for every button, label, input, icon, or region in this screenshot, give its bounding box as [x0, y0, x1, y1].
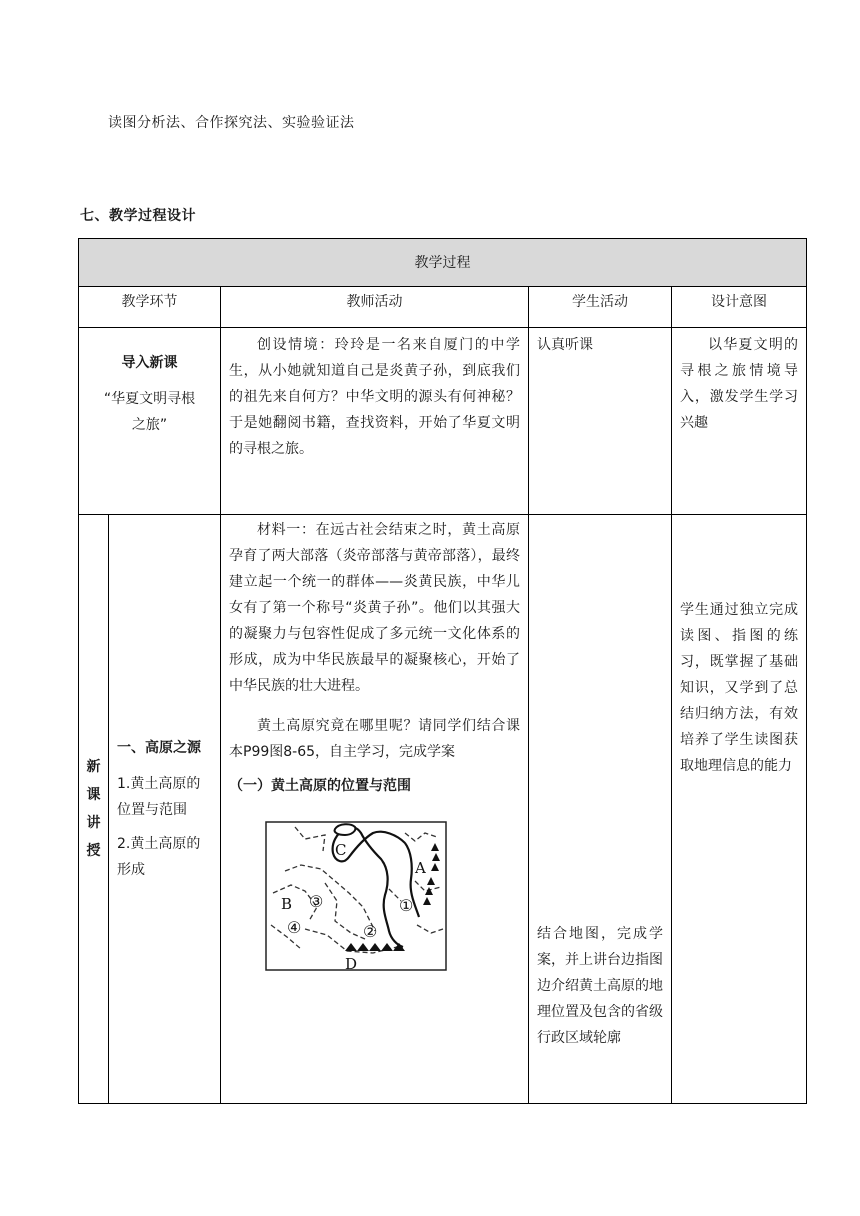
new-lesson-stage-cell: [109, 515, 221, 1104]
new-lesson-intent-cell: [672, 515, 807, 1104]
intro-stage-subtitle: “华夏文明寻根之旅”: [103, 391, 196, 433]
table-title: 教学过程: [79, 239, 807, 287]
teaching-methods-line: 读图分析法、合作探究法、实验验证法: [108, 115, 355, 131]
topic-1: 1.黄土高原的位置与范围: [117, 776, 201, 818]
intro-intent-cell: [672, 328, 807, 515]
header-stage: 教学环节: [79, 287, 221, 328]
teaching-process-table: [78, 238, 807, 1104]
map-label-a: A: [415, 859, 426, 877]
intro-teacher-text: 创设情境：玲玲是一名来自厦门的中学生，从小她就知道自己是炎黄子孙，到底我们的祖先来自何方？中华文明的源头有何神秘？于是她翻阅书籍，查找资料，开始了华夏文明的寻根之旅。: [229, 337, 520, 457]
intro-student-text: 认真听课: [537, 337, 593, 353]
new-lesson-vertical-label: 新 课 讲 授: [79, 515, 109, 1104]
intro-stage-title: 导入新课: [121, 355, 178, 371]
material-one-text: 材料一：在远古社会结束之时，黄土高原孕育了两大部落（炎帝部落与黄帝部落），最终建立起一个统一的群体——炎黄民族，中华儿女有了第一个称号“炎黄子孙”。他们以其强大的凝聚力与包容性促成了多元统一文化体系的形成，成为中华民族最早的凝聚核心，开始了中华民族的壮大进程。: [229, 522, 520, 694]
header-student: 学生活动: [529, 287, 672, 328]
map-label-1: ①: [399, 896, 414, 915]
intro-student-cell: [529, 328, 672, 515]
loess-plateau-map: [265, 821, 447, 971]
question-text: 黄土高原究竟在哪里呢？请同学们结合课本P99图8-65，自主学习，完成学案: [229, 718, 520, 760]
map-label-4: ④: [287, 918, 302, 937]
new-lesson-teacher-cell: [221, 515, 529, 1104]
map-label-b: B: [281, 895, 293, 913]
map-label-c: C: [335, 841, 347, 859]
intro-stage-cell: [79, 328, 221, 515]
section-heading: 七、教学过程设计: [80, 208, 196, 224]
new-lesson-student-text: 结合地图，完成学案，并上讲台边指图边介绍黄土高原的地理位置及包含的省级行政区域轮廓: [537, 926, 663, 1046]
intro-intent-text: 以华夏文明的寻根之旅情境导入，激发学生学习兴趣: [680, 337, 799, 431]
new-lesson-student-cell: [529, 515, 672, 1104]
new-lesson-subtitle: 一、高原之源: [117, 740, 201, 756]
intro-teacher-cell: [221, 328, 529, 515]
position-subheading: （一）黄土高原的位置与范围: [229, 778, 411, 794]
topic-2: 2.黄土高原的形成: [117, 836, 201, 878]
map-label-3: ③: [309, 892, 324, 911]
map-label-2: ②: [363, 922, 378, 941]
header-teacher: 教师活动: [221, 287, 529, 328]
map-label-d: D: [345, 955, 358, 971]
new-lesson-intent-text: 学生通过独立完成读图、指图的练习，既掌握了基础知识，又学到了总结归纳方法，有效培养了学生读图获取地理信息的能力: [680, 602, 799, 774]
header-intent: 设计意图: [672, 287, 807, 328]
